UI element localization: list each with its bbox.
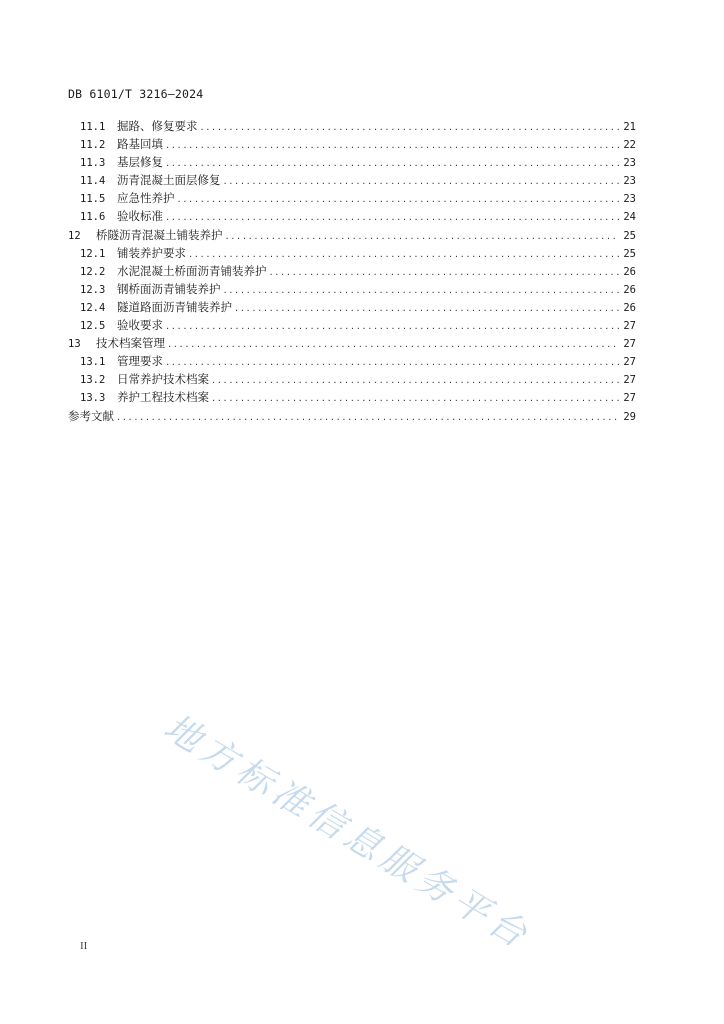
toc-dot-leader [117, 412, 619, 423]
toc-entry-page: 23 [623, 193, 636, 206]
toc-dot-leader [201, 122, 620, 133]
toc-entry-page: 22 [623, 139, 636, 152]
toc-dot-leader [224, 176, 620, 187]
toc-entry-title: 隧道路面沥青铺装养护 [117, 299, 232, 314]
toc-entry-page: 29 [623, 410, 636, 423]
toc-entry-title: 桥隧沥青混凝土铺装养护 [96, 227, 223, 242]
toc-entry-title: 日常养护技术档案 [117, 372, 209, 387]
toc-entry-number: 11.6 [80, 211, 106, 224]
toc-dot-leader [166, 212, 619, 223]
toc-entry-title: 管理要求 [117, 354, 163, 369]
toc-entry[interactable] [68, 172, 636, 190]
toc-entry-page: 27 [623, 338, 636, 351]
toc-entry-title: 应急性养护 [117, 191, 175, 206]
toc-entry-title: 水泥混凝土桥面沥青铺装养护 [117, 263, 267, 278]
page-number-footer: II [80, 940, 88, 952]
toc-entry[interactable] [68, 154, 636, 172]
toc-entry-number: 12 [68, 229, 81, 242]
toc-entry-number: 11.4 [80, 175, 106, 188]
toc-entry-title: 沥青混凝土面层修复 [117, 173, 221, 188]
toc-dot-leader [224, 285, 620, 296]
toc-entry-number: 12.3 [80, 283, 106, 296]
toc-entry[interactable] [68, 317, 636, 335]
toc-entry-title: 养护工程技术档案 [117, 390, 209, 405]
toc-dot-leader [212, 393, 619, 404]
toc-entry[interactable] [68, 281, 636, 299]
toc-entry-number: 12.5 [80, 320, 106, 333]
toc-entry[interactable] [68, 208, 636, 226]
toc-entry-references[interactable] [68, 408, 636, 426]
toc-entry-title: 技术档案管理 [96, 336, 165, 351]
toc-entry-page: 25 [623, 229, 636, 242]
toc-entry[interactable] [68, 245, 636, 263]
toc-entry[interactable] [68, 353, 636, 371]
toc-dot-leader [166, 321, 619, 332]
toc-entry-number: 11.5 [80, 193, 106, 206]
watermark-text: 地方标准信息服务平台 [156, 706, 538, 959]
toc-entry-page: 26 [623, 301, 636, 314]
toc-entry-page: 27 [623, 392, 636, 405]
toc-entry-page: 27 [623, 356, 636, 369]
toc-entry[interactable] [68, 227, 636, 245]
toc-dot-leader [226, 231, 620, 242]
toc-entry[interactable] [68, 389, 636, 407]
toc-entry-page: 23 [623, 175, 636, 188]
toc-entry-title: 验收要求 [117, 318, 163, 333]
toc-entry-title: 基层修复 [117, 155, 163, 170]
toc-entry-page: 24 [623, 211, 636, 224]
toc-entry-page: 23 [623, 157, 636, 170]
toc-entry-number: 11.1 [80, 121, 106, 133]
toc-dot-leader [235, 303, 619, 314]
toc-entry[interactable] [68, 335, 636, 353]
toc-dot-leader [168, 339, 619, 350]
toc-entry-number: 12.1 [80, 247, 106, 260]
toc-entry-number: 11.3 [80, 157, 106, 170]
toc-entry-number: 13.3 [80, 392, 106, 405]
toc-entry-page: 26 [623, 265, 636, 278]
toc-entry[interactable] [68, 190, 636, 208]
toc-entry-title: 铺装养护要求 [117, 245, 186, 260]
toc-entry-number: 12.2 [80, 265, 106, 278]
toc-dot-leader [166, 357, 619, 368]
toc-dot-leader [270, 267, 620, 278]
toc-entry-page: 21 [623, 121, 636, 133]
toc-entry[interactable] [68, 371, 636, 389]
toc-entry-page: 27 [623, 374, 636, 387]
toc-entry[interactable] [68, 118, 636, 136]
toc-entry-number: 13 [68, 338, 81, 351]
toc-entry-title: 钢桥面沥青铺装养护 [117, 281, 221, 296]
toc-entry-title: 参考文献 [68, 408, 114, 423]
toc-entry[interactable] [68, 263, 636, 281]
toc-entry[interactable] [68, 136, 636, 154]
toc-entry-title: 验收标准 [117, 209, 163, 224]
table-of-contents [68, 118, 636, 426]
toc-dot-leader [166, 140, 619, 151]
toc-entry-page: 27 [623, 320, 636, 333]
toc-dot-leader [166, 158, 619, 169]
toc-entry[interactable] [68, 299, 636, 317]
toc-dot-leader [212, 375, 619, 386]
toc-entry-number: 12.4 [80, 301, 106, 314]
toc-entry-number: 13.1 [80, 356, 106, 369]
toc-entry-number: 11.2 [80, 139, 106, 152]
toc-entry-title: 掘路、修复要求 [117, 119, 198, 133]
toc-entry-number: 13.2 [80, 374, 106, 387]
toc-entry-title: 路基回填 [117, 137, 163, 152]
toc-dot-leader [189, 249, 619, 260]
toc-entry-page: 25 [623, 247, 636, 260]
toc-dot-leader [178, 194, 620, 205]
toc-entry-page: 26 [623, 283, 636, 296]
document-code-header: DB 6101/T 3216—2024 [68, 87, 204, 101]
